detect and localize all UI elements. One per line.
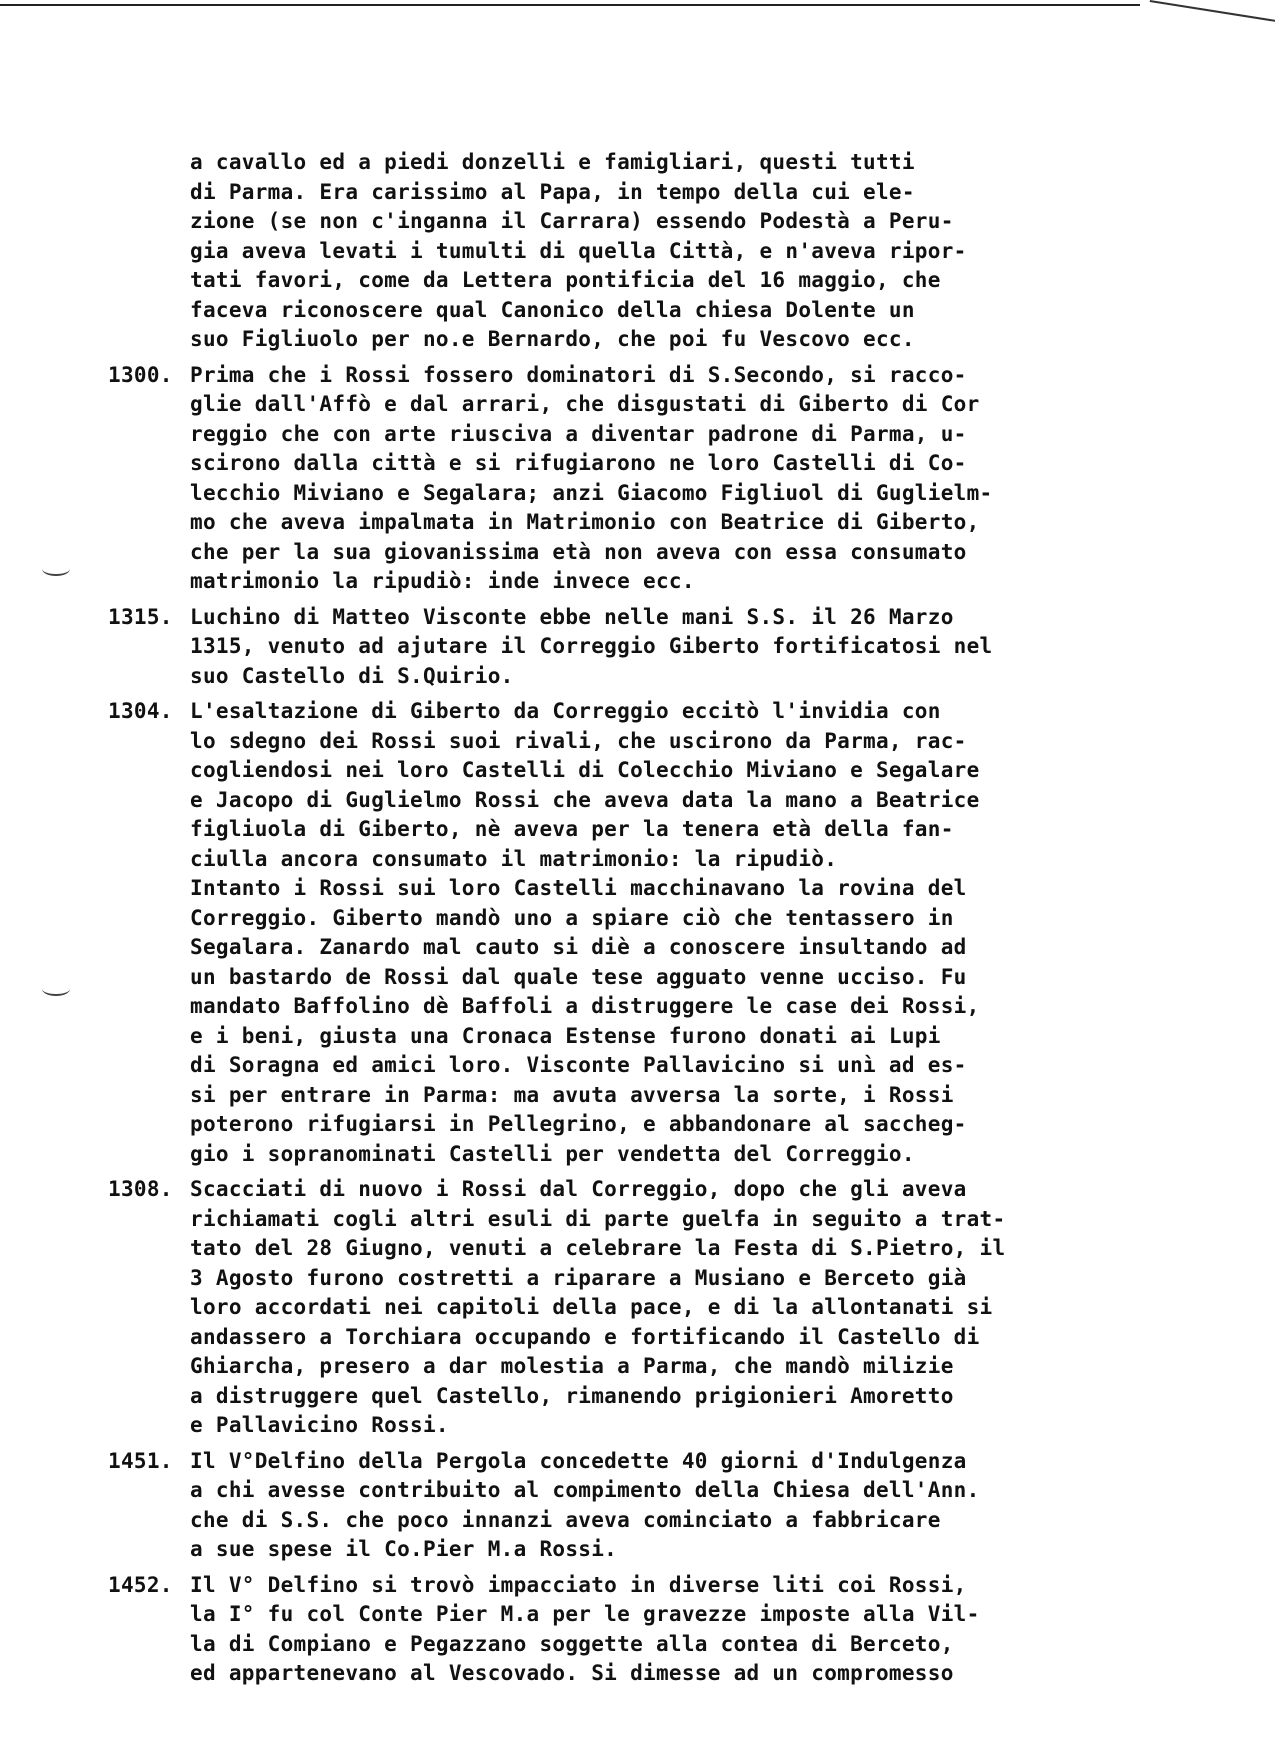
text-line: tato del 28 Giugno, venuti a celebrare la Festa di S.Pietro, il <box>190 1236 1006 1260</box>
text-line: lecchio Miviano e Segalara; anzi Giacomo Figliuol di Guglielm- <box>190 480 993 505</box>
text-line: faceva riconoscere qual Canonico della chiesa Dolente un <box>190 297 915 322</box>
text-line: gia aveva levati i tumulti di quella Città, e n'aveva ripor- <box>190 238 967 263</box>
chronicle-entry <box>108 361 1158 597</box>
text-line: mandato Baffolino dè Baffoli a distruggere le case dei Rossi, <box>190 994 980 1018</box>
entry-text <box>190 361 1158 597</box>
text-line: a cavallo ed a piedi donzelli e famigliari, questi tutti <box>190 150 915 174</box>
text-line: scirono dalla città e si rifugiarono ne loro Castelli di Co- <box>190 451 967 475</box>
entry-text <box>108 148 1158 355</box>
text-line: reggio che con arte riusciva a diventar padrone di Parma, u- <box>190 421 967 446</box>
text-line: 1315, venuto ad ajutare il Correggio Giberto fortificatosi nel <box>190 634 993 658</box>
entry-year: 1452. <box>108 1572 173 1597</box>
text-line: Il V° Delfino si trovò impacciato in diverse liti coi Rossi, <box>190 1572 967 1597</box>
margin-mark <box>42 982 70 996</box>
text-line: lo sdegno dei Rossi suoi rivali, che uscirono da Parma, rac- <box>190 728 967 753</box>
text-line: ed appartenevano al Vescovado. Si dimesse ad un compromesso <box>190 1661 954 1685</box>
text-line: L'esaltazione di Giberto da Correggio eccitò l'invidia con <box>190 699 941 723</box>
text-line: e Jacopo di Guglielmo Rossi che aveva data la mano a Beatrice <box>190 787 980 812</box>
text-line: di Parma. Era carissimo al Papa, in tempo della cui ele- <box>190 179 915 204</box>
entry-year: 1304. <box>108 699 173 723</box>
text-line: e Pallavicino Rossi. <box>190 1413 449 1437</box>
text-line: Scacciati di nuovo i Rossi dal Correggio, dopo che gli aveva <box>190 1177 967 1201</box>
margin-mark <box>42 562 70 576</box>
entry-text <box>190 1447 1158 1565</box>
entry-text <box>190 697 1158 1169</box>
text-line: la di Compiano e Pegazzano soggette alla contea di Berceto, <box>190 1631 954 1656</box>
chronicle-entry <box>108 1571 1158 1689</box>
entry-year: 1300. <box>108 362 173 387</box>
text-line: a sue spese il Co.Pier M.a Rossi. <box>190 1537 618 1561</box>
entry-year: 1451. <box>108 1448 173 1473</box>
text-line: Segalara. Zanardo mal cauto si diè a conoscere insultando ad <box>190 935 967 959</box>
text-line: poterono rifugiarsi in Pellegrino, e abbandonare al saccheg- <box>190 1112 967 1136</box>
text-line: a distruggere quel Castello, rimanendo prigionieri Amoretto <box>190 1383 954 1408</box>
text-line: di Soragna ed amici loro. Visconte Pallavicino si unì ad es- <box>190 1053 967 1077</box>
text-line: Correggio. Giberto mandò uno a spiare ciò che tentassero in <box>190 905 954 930</box>
top-corner-line <box>1150 0 1275 22</box>
text-line: la I° fu col Conte Pier M.a per le gravezze imposte alla Vil- <box>190 1602 980 1626</box>
text-line: glie dall'Affò e dal arrari, che disgustati di Giberto di Cor <box>190 392 980 416</box>
chronicle-entry <box>108 603 1158 692</box>
typewritten-page <box>108 148 1158 1695</box>
entry-text <box>190 1571 1158 1689</box>
text-line: si per entrare in Parma: ma avuta avversa la sorte, i Rossi <box>190 1082 954 1107</box>
text-line: figliuola di Giberto, nè aveva per la tenera età della fan- <box>190 817 954 841</box>
entry-year: 1308. <box>108 1177 173 1201</box>
text-line: gio i sopranominati Castelli per vendetta del Correggio. <box>190 1141 915 1166</box>
text-line: Luchino di Matteo Visconte ebbe nelle mani S.S. il 26 Marzo <box>190 604 954 629</box>
text-line: suo Castello di S.Quirio. <box>190 663 514 688</box>
text-line: Il V°Delfino della Pergola concedette 40 giorni d'Indulgenza <box>190 1448 967 1473</box>
text-line: Ghiarcha, presero a dar molestia a Parma, che mandò milizie <box>190 1354 954 1378</box>
chronicle-entry <box>108 1175 1158 1441</box>
text-line: loro accordati nei capitoli della pace, e di la allontanati si <box>190 1295 993 1319</box>
text-line: richiamati cogli altri esuli di parte guelfa in seguito a trat- <box>190 1206 1006 1231</box>
text-line: matrimonio la ripudiò: inde invece ecc. <box>190 569 695 593</box>
chronicle-entry <box>108 148 1158 355</box>
text-line: Intanto i Rossi sui loro Castelli macchinavano la rovina del <box>190 876 967 900</box>
text-line: mo che aveva impalmata in Matrimonio con Beatrice di Giberto, <box>190 510 980 534</box>
chronicle-entry <box>108 697 1158 1169</box>
top-edge-rule <box>0 4 1140 6</box>
text-line: un bastardo de Rossi dal quale tese agguato venne ucciso. Fu <box>190 964 967 989</box>
text-line: 3 Agosto furono costretti a riparare a Musiano e Berceto già <box>190 1265 967 1290</box>
text-line: e i beni, giusta una Cronaca Estense furono donati ai Lupi <box>190 1023 941 1048</box>
text-line: ciulla ancora consumato il matrimonio: la ripudiò. <box>190 846 838 871</box>
text-line: Prima che i Rossi fossero dominatori di S.Secondo, si racco- <box>190 362 967 387</box>
text-line: cogliendosi nei loro Castelli di Colecchio Miviano e Segalare <box>190 758 980 782</box>
text-line: suo Figliuolo per no.e Bernardo, che poi fu Vescovo ecc. <box>190 327 915 351</box>
text-line: a chi avesse contribuito al compimento della Chiesa dell'Ann. <box>190 1478 980 1502</box>
text-line: che per la sua giovanissima età non aveva con essa consumato <box>190 539 967 564</box>
text-line: zione (se non c'inganna il Carrara) essendo Podestà a Peru- <box>190 209 954 233</box>
entry-text <box>190 1175 1158 1441</box>
entry-year: 1315. <box>108 604 173 629</box>
entry-text <box>190 603 1158 692</box>
text-line: che di S.S. che poco innanzi aveva cominciato a fabbricare <box>190 1507 941 1532</box>
text-line: tati favori, come da Lettera pontificia del 16 maggio, che <box>190 268 941 292</box>
chronicle-entry <box>108 1447 1158 1565</box>
text-line: andassero a Torchiara occupando e fortificando il Castello di <box>190 1324 980 1349</box>
